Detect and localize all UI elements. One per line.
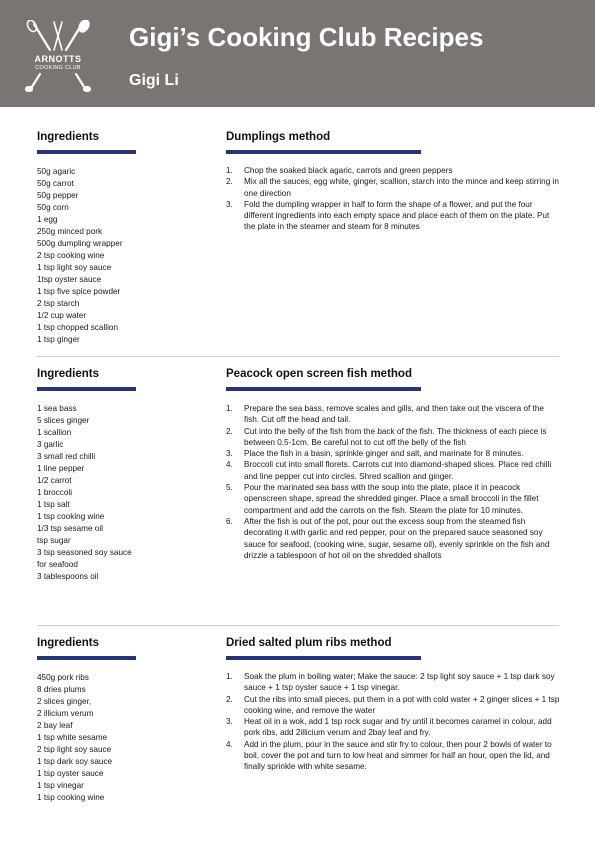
logo-tagline: COOKING CLUB <box>35 65 81 71</box>
ingredient-item: 50g pepper <box>37 191 79 200</box>
method-heading-3: Dried salted plum ribs method <box>226 637 392 649</box>
ingredient-item: 1/3 tsp sesame oil <box>37 524 103 533</box>
ingredient-item: 2 tsp cooking wine <box>37 251 105 260</box>
method-step <box>226 426 560 449</box>
ingredients-heading-2: Ingredients <box>37 368 99 380</box>
ingredient-item: 1/2 carrot <box>37 476 72 485</box>
step-number: 1. <box>226 672 233 681</box>
ingredient-item: 1 tsp ginger <box>37 335 80 344</box>
method-step <box>226 199 560 233</box>
method-step <box>226 165 560 176</box>
ingredient-item: 2 tsp starch <box>37 299 80 308</box>
method-step <box>226 482 560 516</box>
ingredient-item: tsp sugar <box>37 536 71 545</box>
ingredient-item: 2 illicium verum <box>37 709 94 718</box>
method-step <box>226 459 560 482</box>
method-underline-2 <box>226 387 421 391</box>
ingredient-item: 50g agaric <box>37 167 76 176</box>
ingredient-item: 50g corn <box>37 203 69 212</box>
method-step <box>226 403 560 426</box>
step-number: 1. <box>226 404 233 413</box>
step-text: Pour the marinated sea bass with the soup into the plate, place it in peacock openscreen shape, spread the shredded ginger. Place a small broccoli in the fillet compartment and add the carrots on the fish. Steam the plate for 10 minutes. <box>244 483 539 515</box>
ingredient-item: 1 egg <box>37 215 58 224</box>
step-number: 1. <box>226 166 233 175</box>
ingredients-list-1 <box>37 166 123 346</box>
ingredient-item: for seafood <box>37 560 78 569</box>
ingredients-list-3 <box>37 672 112 804</box>
method-step <box>226 176 560 199</box>
arnotts-cooking-club-logo <box>20 20 96 92</box>
ingredient-item: 1 tsp white sesame <box>37 733 108 742</box>
step-text: Cut the ribs into small pieces, put them in a pot with cold water + 2 ginger slices + 1 tsp cooking wine, and remove the water <box>244 694 560 715</box>
ingredient-item: 1 broccoli <box>37 488 73 497</box>
step-text: Heat oil in a wok, add 1 tsp rock sugar and fry until it becomes caramel in colour, add pork ribs, add 2illicium verum and 2bay leaf and fry. <box>244 717 552 738</box>
ingredient-item: 1 tsp vinegar <box>37 781 84 790</box>
step-text: Add in the plum, pour in the sauce and stir fry to colour, then pour 2 bowls of water to boil, cover the pot and turn to low heat and simmer for half an hour, open the lid, and finally sprinkle with white sesame. <box>244 739 552 772</box>
method-step <box>226 671 560 694</box>
ingredients-list-2 <box>37 403 132 583</box>
ingredient-item: 2 slices ginger, <box>37 697 92 706</box>
crossed-utensils-icon <box>20 20 96 54</box>
ingredients-underline-3 <box>37 656 136 660</box>
method-step <box>226 448 560 459</box>
ingredient-item: 3 garlic <box>37 440 64 449</box>
method-heading-2: Peacock open screen fish method <box>226 368 412 380</box>
step-text: Place the fish in a basin, sprinkle ginger and salt, and marinate for 8 minutes. <box>244 449 524 459</box>
ingredient-item: 2 tsp light soy sauce <box>37 745 112 754</box>
step-text: Mix all the sauces, egg white, ginger, scallion, starch into the mince and keep stirring in one direction <box>244 177 559 198</box>
lower-utensils-icon <box>20 72 96 92</box>
ingredient-item: 3 small red chilli <box>37 452 96 461</box>
method-step <box>226 516 560 561</box>
method-underline-1 <box>226 150 421 154</box>
method-underline-3 <box>226 656 421 660</box>
page-header <box>0 0 595 107</box>
method-steps-3 <box>226 671 560 773</box>
method-steps-1 <box>226 165 560 233</box>
method-heading-1: Dumplings method <box>226 131 331 143</box>
ingredient-item: 1/2 cup water <box>37 311 87 320</box>
ingredients-underline-1 <box>37 150 136 154</box>
ingredients-heading-1: Ingredients <box>37 131 99 143</box>
section-divider-2 <box>37 625 559 626</box>
ingredient-item: 1 tsp light soy sauce <box>37 263 112 272</box>
ingredient-item: 250g minced pork <box>37 227 103 236</box>
step-text: After the fish is out of the pot, pour out the excess soup from the steamed fish decorating it with garlic and red pepper, pour on the prepared sauce seasoned soy sauce for seafood, (cooking wine, sugar, sesame oil), evenly sprinkle on the fish and drizzle a tablespoon of hot oil on the shredded shallots <box>244 516 550 560</box>
ingredient-item: 1tsp oyster sauce <box>37 275 102 284</box>
method-step <box>226 694 560 717</box>
ingredient-item: 450g pork ribs <box>37 673 89 682</box>
ingredient-item: 1 scallion <box>37 428 72 437</box>
step-text: Cut into the belly of the fish from the back of the fish. The thickness of each piece is between 0.5-1cm. Be careful not to cut off the belly of the fish <box>244 426 547 447</box>
step-number: 2. <box>226 694 233 704</box>
author-name: Gigi Li <box>129 72 179 89</box>
ingredient-item: 1 tsp dark soy sauce <box>37 757 113 766</box>
ingredient-item: 3 tablespoons oil <box>37 572 99 581</box>
ingredients-underline-2 <box>37 387 136 391</box>
ingredient-item: 1 tsp oyster sauce <box>37 769 104 778</box>
logo-wordmark: ARNOTTS <box>34 54 82 64</box>
ingredient-item: 1 tsp salt <box>37 500 70 509</box>
section-divider-1 <box>37 356 559 357</box>
step-text: Chop the soaked black agaric, carrots and green peppers <box>244 166 453 175</box>
ingredient-item: 5 slices ginger <box>37 416 90 425</box>
page-title: Gigi’s Cooking Club Recipes <box>129 22 484 52</box>
step-text: Broccoli cut into small florets. Carrots cut into diamond-shaped slices. Place red chilli and line pepper cut into circles. Shred scallion and ginger. <box>244 460 552 481</box>
step-text: Fold the dumpling wrapper in half to form the shape of a flower, and put the four different ingredients into each empty space and place each of them on the plate. Put the plate in the steamer and steam for 8 minutes <box>244 199 550 232</box>
ingredient-item: 500g dumpling wrapper <box>37 239 123 248</box>
ingredient-item: 1 tsp cooking wine <box>37 793 105 802</box>
ingredient-item: 1 sea bass <box>37 404 77 413</box>
method-step <box>226 716 560 739</box>
step-number: 2. <box>226 426 233 436</box>
ingredient-item: 1 line pepper <box>37 464 85 473</box>
ingredients-heading-3: Ingredients <box>37 637 99 649</box>
ingredient-item: 1 tsp chopped scallion <box>37 323 119 332</box>
ingredient-item: 1 tsp five spice powder <box>37 287 121 296</box>
step-number: 2. <box>226 177 233 187</box>
step-number: 4. <box>226 739 233 749</box>
ingredient-item: 1 tsp cooking wine <box>37 512 105 521</box>
step-number: 6. <box>226 516 233 526</box>
step-number: 3. <box>226 717 233 727</box>
step-number: 3. <box>226 449 233 459</box>
step-text: Soak the plum in boiling water; Make the sauce: 2 tsp light soy sauce + 1 tsp dark soy sauce + 1 tsp oyster sauce + 1 tsp vinegar. <box>244 672 555 693</box>
step-number: 5. <box>226 483 233 493</box>
ingredient-item: 3 tsp seasoned soy sauce <box>37 548 132 557</box>
step-text: Prepare the sea bass, remove scales and gills, and then take out the viscera of the fish. Cut off the head and tail. <box>244 404 544 425</box>
method-step <box>226 739 560 773</box>
ingredient-item: 50g carrot <box>37 179 74 188</box>
ingredient-item: 8 dries plums <box>37 685 86 694</box>
step-number: 4. <box>226 460 233 470</box>
step-number: 3. <box>226 199 233 209</box>
method-steps-2 <box>226 403 560 561</box>
ingredient-item: 2 bay leaf <box>37 721 73 730</box>
